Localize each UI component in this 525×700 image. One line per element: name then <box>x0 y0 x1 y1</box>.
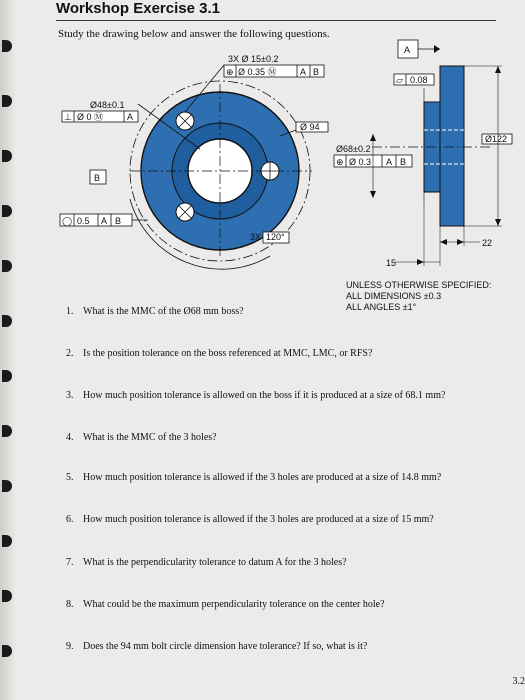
binding-ring <box>2 95 12 107</box>
question-5: 5. How much position tolerance is allowed if the 3 holes are produced at a size of 14.8 mm? <box>66 472 442 483</box>
svg-text:Ø122: Ø122 <box>485 134 508 144</box>
binding-ring <box>2 425 12 437</box>
question-1: 1. What is the MMC of the Ø68 mm boss? <box>66 306 244 317</box>
page-title: Workshop Exercise 3.1 <box>56 0 220 17</box>
notes-dimensions: ALL DIMENSIONS ±0.3 <box>346 291 442 301</box>
engineering-drawing <box>50 34 520 274</box>
side-view <box>372 66 490 226</box>
binding-ring <box>2 150 12 162</box>
notes-heading: UNLESS OTHERWISE SPECIFIED: <box>346 280 492 290</box>
svg-text:B: B <box>313 67 320 77</box>
datum-b-label <box>90 170 106 184</box>
bolt-hole <box>176 203 194 221</box>
angle-basic-dim <box>263 232 289 243</box>
title-underline <box>56 20 496 21</box>
question-9: 9. Does the 94 mm bolt circle dimension have tolerance? If so, what is it? <box>66 641 368 652</box>
svg-text:⊕: ⊕ <box>336 157 344 167</box>
svg-text:A: A <box>127 112 134 122</box>
question-4: 4. What is the MMC of the 3 holes? <box>66 432 217 443</box>
runout-fcf <box>60 214 132 227</box>
svg-text:A: A <box>300 67 307 77</box>
binding-ring <box>2 590 12 602</box>
binding-ring <box>2 40 12 52</box>
svg-text:0.08: 0.08 <box>410 75 428 85</box>
question-6: 6. How much position tolerance is allowed if the 3 holes are produced at a size of 15 mm? <box>66 514 434 525</box>
datum-a-label <box>398 40 440 58</box>
svg-text:B: B <box>94 173 101 183</box>
svg-text:⊕: ⊕ <box>226 67 234 77</box>
svg-text:Ø 0.35 Ⓜ: Ø 0.35 Ⓜ <box>238 67 277 77</box>
holes-dimension: 3X Ø 15±0.2 <box>228 54 279 64</box>
center-hole-perp-fcf <box>62 111 138 122</box>
flange-section <box>440 66 464 226</box>
flatness-fcf <box>394 74 434 85</box>
svg-text:A: A <box>404 45 411 55</box>
binding-ring <box>2 645 12 657</box>
binding-ring <box>2 370 12 382</box>
binding-ring <box>2 535 12 547</box>
general-notes <box>346 280 491 313</box>
page-number: 3.2 <box>512 676 525 687</box>
spiral-binding <box>0 0 16 700</box>
svg-text:A: A <box>386 157 393 167</box>
svg-text:B: B <box>400 157 407 167</box>
svg-text:Ø 0 Ⓜ: Ø 0 Ⓜ <box>77 112 104 122</box>
question-8: 8. What could be the maximum perpendicularity tolerance on the center hole? <box>66 599 385 610</box>
dim-15: 15 <box>386 258 397 268</box>
svg-text:⊥: ⊥ <box>64 112 72 122</box>
boss-dimension: Ø68±0.2 <box>336 144 371 154</box>
svg-text:B: B <box>115 216 122 226</box>
center-hole-dimension: Ø48±0.1 <box>90 100 125 110</box>
svg-text:120°: 120° <box>266 232 285 242</box>
binding-ring <box>2 260 12 272</box>
svg-text:Ø 94: Ø 94 <box>300 122 320 132</box>
dim-22: 22 <box>482 238 493 248</box>
outer-diameter-label <box>482 134 512 144</box>
angle-count: 3X <box>250 232 262 242</box>
bolt-circle-label <box>296 122 328 132</box>
binding-ring <box>2 205 12 217</box>
question-3: 3. How much position tolerance is allowed on the boss if it is produced at a size of 68.1 mm? <box>66 390 446 401</box>
question-7: 7. What is the perpendicularity tolerance to datum A for the 3 holes? <box>66 557 347 568</box>
bolt-hole <box>176 112 194 130</box>
svg-text:▱: ▱ <box>396 75 403 85</box>
bolt-hole <box>261 162 279 180</box>
notes-angles: ALL ANGLES ±1° <box>346 302 417 312</box>
binding-ring <box>2 315 12 327</box>
svg-text:Ø 0.3: Ø 0.3 <box>349 157 372 167</box>
binding-ring <box>2 480 12 492</box>
intro-text: Study the drawing below and answer the following questions. <box>58 28 330 40</box>
question-2: 2. Is the position tolerance on the boss referenced at MMC, LMC, or RFS? <box>66 348 373 359</box>
svg-text:◯: ◯ <box>62 216 73 226</box>
svg-text:0.5: 0.5 <box>77 216 90 226</box>
holes-position-fcf <box>224 65 324 77</box>
svg-text:A: A <box>101 216 108 226</box>
